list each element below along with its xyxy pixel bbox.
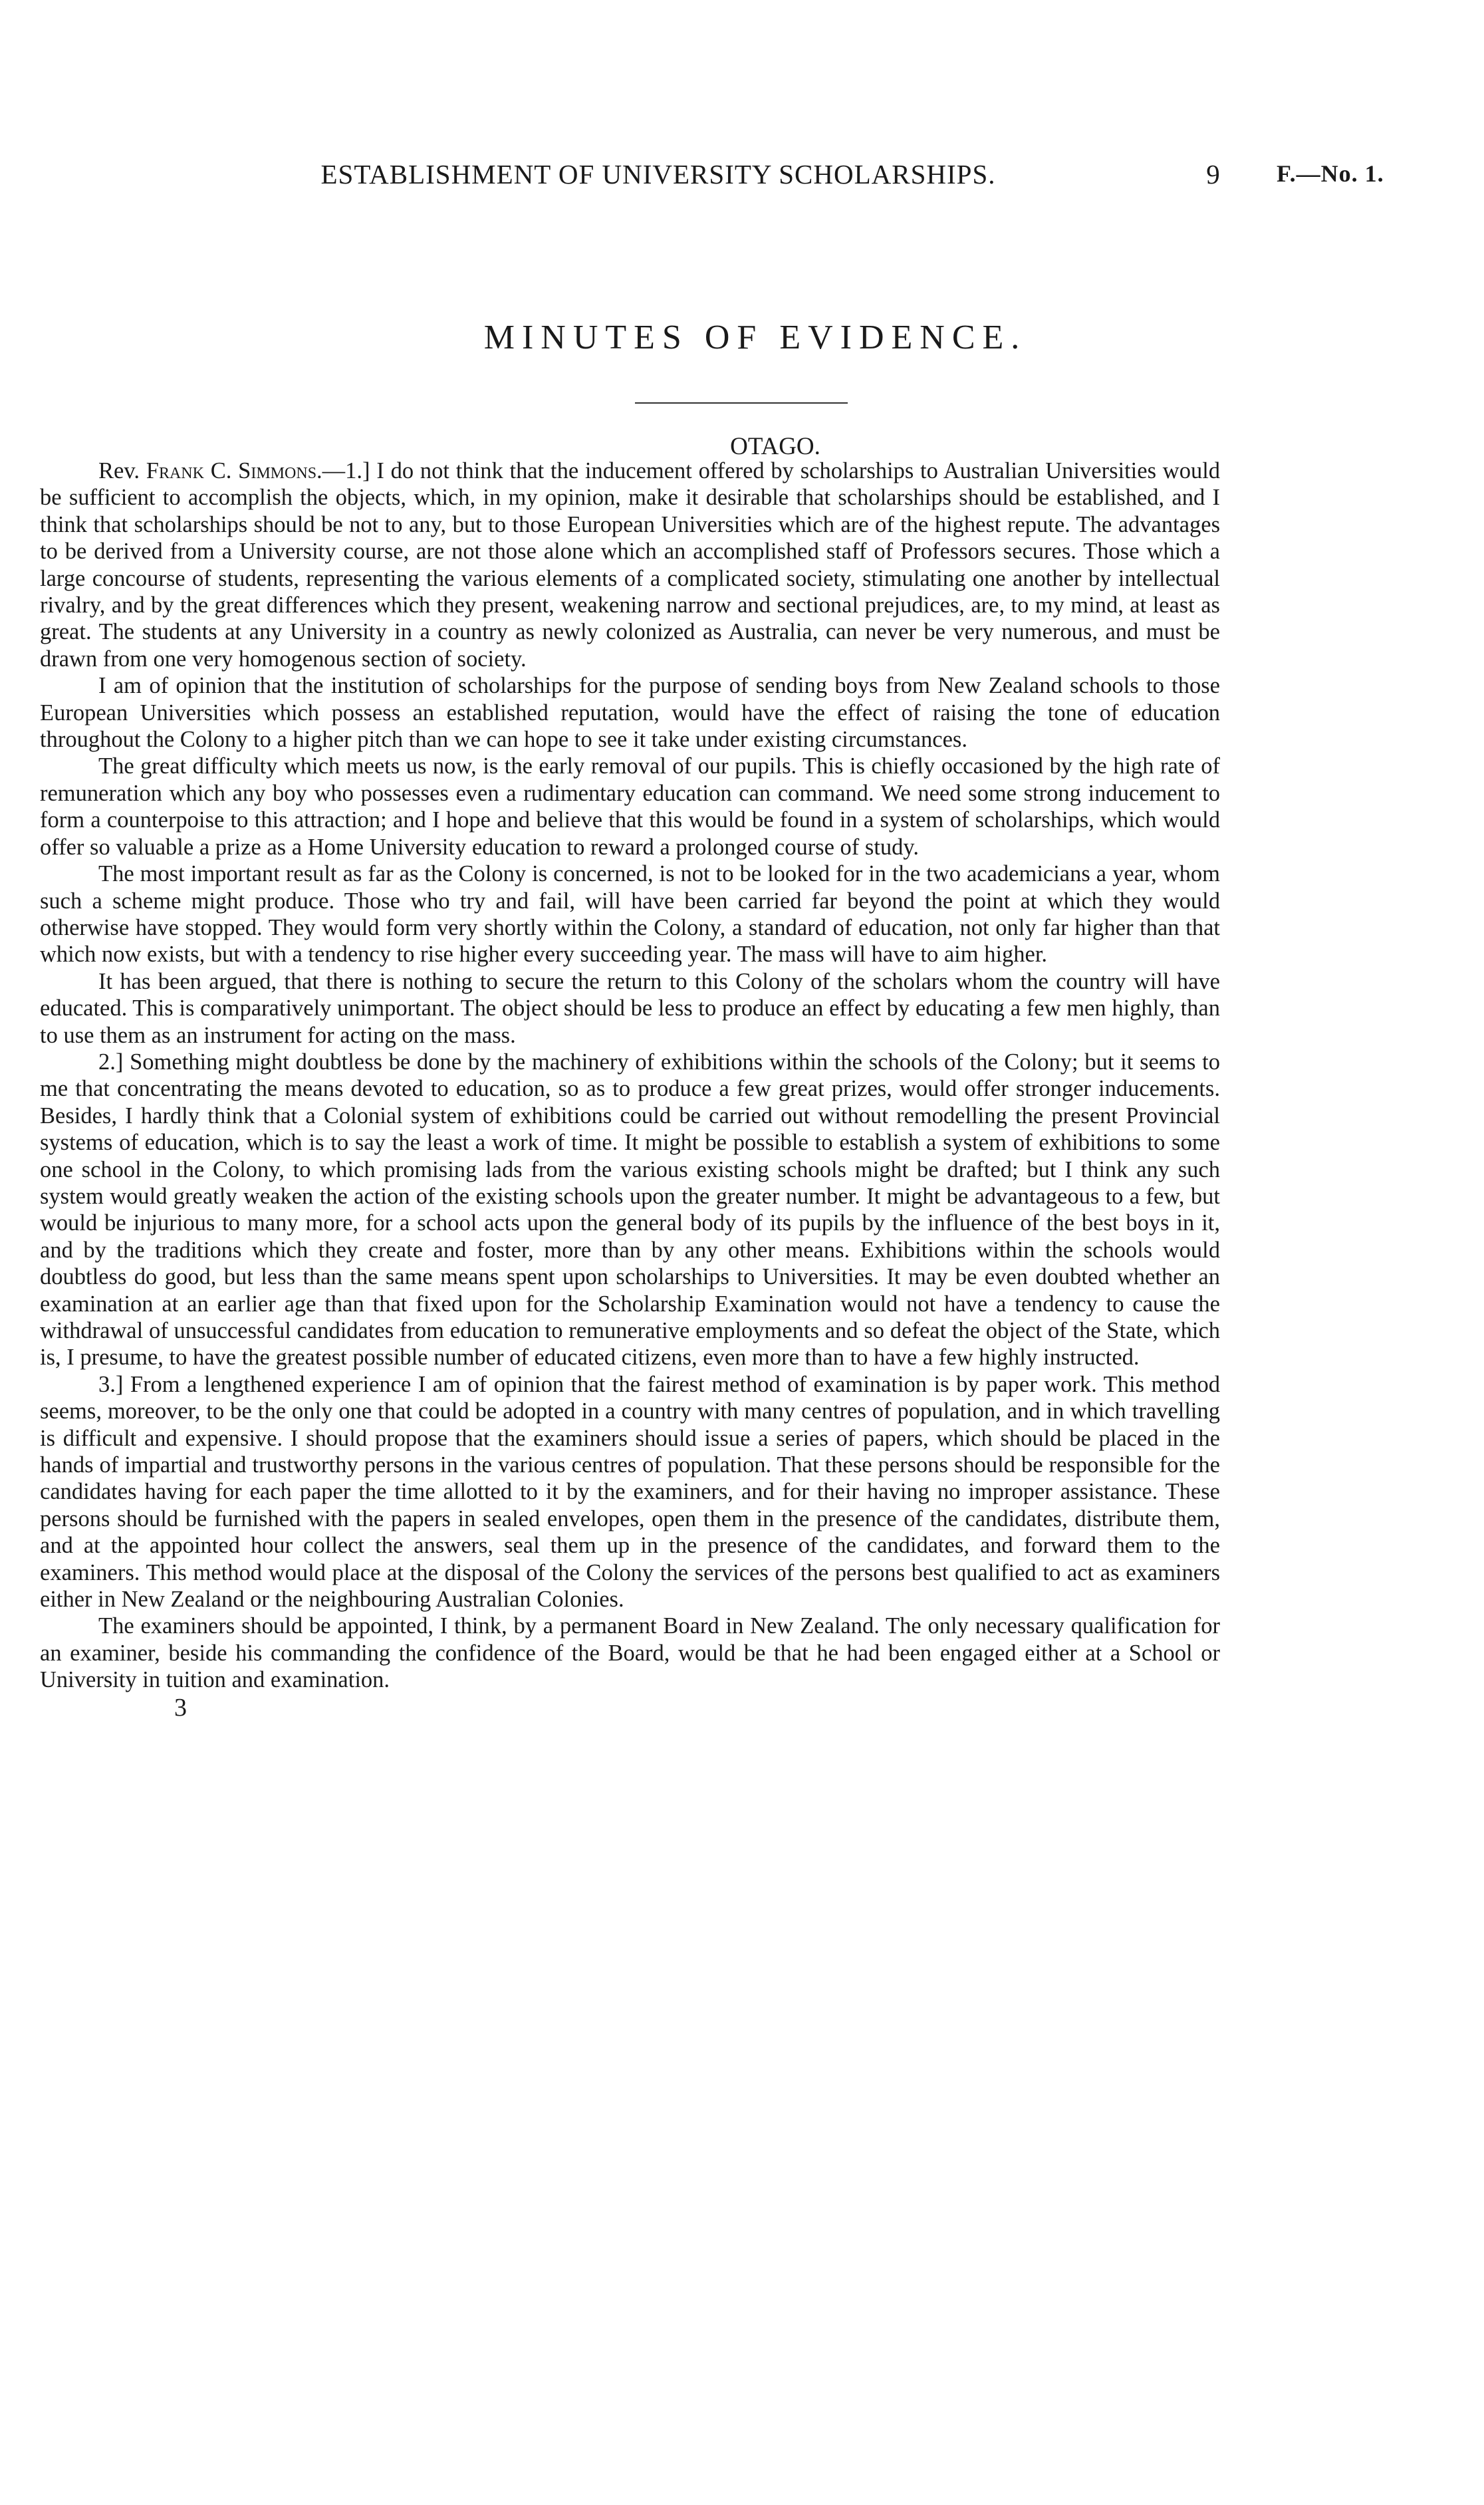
section-title: MINUTES OF EVIDENCE. (483, 319, 1027, 356)
answer-number: —1.] (322, 458, 370, 483)
paragraph-5: It has been argued, that there is nothing to secure the return to this Colony of the scholars whom the country will have educated. This is comparatively unimportant. The object should be less to produce an effect by educating a few men highly, than to use them as an instrument for acting on the mass. (40, 968, 1220, 1048)
evidence-body (40, 458, 1220, 1722)
paragraph-1 (40, 458, 1220, 672)
paragraph-7: 3.] From a lengthened experience I am of opinion that the fairest method of examination is by paper work. This method seems, moreover, to be the only one that could be adopted in a country with many centres of population, and in which travelling is difficult and expensive. I should propose that the examiners should issue a series of papers, which should be placed in the hands of impartial and trustworthy persons in the various centres of population. That these persons should be responsible for the candidates having for each paper the time allotted to it by the examiners, and for their having no improper assistance. These persons should be furnished with the papers in sealed envelopes, open them in the presence of the candidates, distribute them, and at the appointed hour collect the answers, seal them up in the presence of the candidates, and forward them to the examiners. This method would place at the disposal of the Colony the services of the persons best qualified to act as examiners either in New Zealand or the neighbouring Australian Colonies. (40, 1371, 1220, 1613)
section-divider (635, 402, 848, 404)
place-heading: OTAGO. (730, 433, 820, 460)
running-head-title: ESTABLISHMENT OF UNIVERSITY SCHOLARSHIPS. (320, 159, 996, 190)
witness-title: Rev. (98, 458, 140, 483)
paragraph-3: The great difficulty which meets us now, is the early removal of our pupils. This is chiefly occasioned by the high rate of remuneration which any boy who possesses even a rudimentary education can command. We need some strong inducement to form a counterpoise to this attraction; and I hope and believe that this would be found in a system of scholarships, which would offer so valuable a prize as a Home University education to reward a prolonged course of study. (40, 753, 1220, 860)
paragraph-8: The examiners should be appointed, I think, by a permanent Board in New Zealand. The only necessary qualification for an examiner, beside his commanding the confidence of the Board, would be that he had been engaged either at a School or University in tuition and examination. (40, 1613, 1220, 1693)
paragraph-1-text: I do not think that the inducement offered by scholarships to Australian Universities would be sufficient to accomplish the objects, which, in my opinion, make it desirable that scholarships should be established, and I think that scholarships should be not to any, but to those European Universities which are of the highest repute. The advantages to be derived from a University course, are not those alone which an accomplished staff of Professors secures. Those which a large concourse of students, representing the various elements of a complicated society, stimulating one another by intellectual rivalry, and by the great differences which they present, weakening narrow and sectional prejudices, are, to my mind, at least as great. The students at any University in a country as newly colonized as Australia, can never be very numerous, and must be drawn from one very homogenous section of society. (40, 458, 1221, 672)
running-head (0, 158, 1484, 198)
paragraph-4: The most important result as far as the Colony is concerned, is not to be looked for in the two academicians a year, whom such a scheme might produce. Those who try and fail, will have been carried far beyond the point at which they would otherwise have stopped. They would form very shortly within the Colony, a standard of education, not only far higher than that which now exists, but with a tendency to rise higher every succeeding year. The mass will have to aim higher. (40, 861, 1220, 968)
signature-mark: 3 (174, 1693, 187, 1722)
paragraph-6: 2.] Something might doubtless be done by the machinery of exhibitions within the schools of the Colony; but it seems to me that concentrating the means devoted to education, so as to produce a few great prizes, would offer stronger inducements. Besides, I hardly think that a Colonial system of exhibitions could be carried out without remodelling the present Provincial systems of education, which is to say the least a work of time. It might be possible to establish a system of exhibitions to some one school in the Colony, to which promising lads from the various existing schools might be drafted; but I think any such system would greatly weaken the action of the existing schools upon the greater number. It might be advantageous to a few, but would be injurious to many more, for a school acts upon the general body of its pupils by the influence of the best boys in it, and by the traditions which they create and foster, more than by any other means. Exhibitions within the schools would doubtless do good, but less than the same means spent upon scholarships to Universities. It may be even doubted whether an examination at an earlier age than that fixed upon for the Scholarship Examination would not have a tendency to cause the withdrawal of unsuccessful candidates from education to remunerative employments and so defeat the object of the State, which is, I presume, to have the greatest possible number of educated citizens, even more than to have a few highly instructed. (40, 1049, 1220, 1371)
witness-name: Frank C. Simmons. (146, 458, 322, 483)
page-number: 9 (1206, 159, 1221, 190)
paragraph-2: I am of opinion that the institution of scholarships for the purpose of sending boys from New Zealand schools to those European Universities which possess an established reputation, would have the effect of raising the tone of education throughout the Colony to a higher pitch than we can hope to see it take under existing circumstances. (40, 673, 1220, 753)
document-reference: F.—No. 1. (1277, 160, 1384, 187)
